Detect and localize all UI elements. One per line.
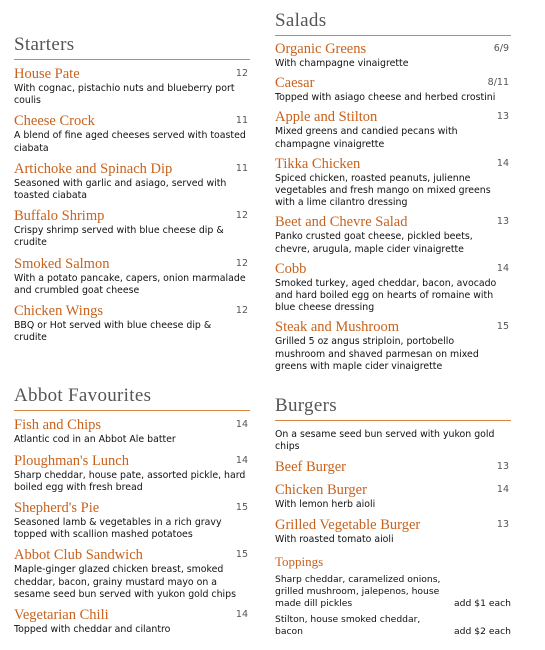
item-description: Grilled 5 oz angus striploin, portobello mushroom and shaved parmesan on mixed greens with maple cider vinaigrette bbox=[275, 336, 479, 372]
menu-item bbox=[14, 208, 250, 249]
item-price: 14 bbox=[496, 484, 509, 496]
item-name: Smoked Salmon bbox=[14, 255, 110, 272]
item-name: Chicken Burger bbox=[275, 482, 367, 499]
menu-item bbox=[275, 517, 511, 546]
menu-item bbox=[275, 482, 511, 511]
item-name: Organic Greens bbox=[275, 41, 367, 57]
item-price: 8/11 bbox=[487, 77, 509, 89]
item-description: Crispy shrimp served with blue cheese dip & crudite bbox=[14, 225, 224, 249]
item-description: Sharp cheddar, house pate, assorted pickle, hard boiled egg with fresh bread bbox=[14, 469, 246, 493]
menu-item bbox=[275, 156, 511, 210]
menu-item bbox=[14, 417, 250, 446]
item-name: Beet and Chevre Salad bbox=[275, 214, 408, 231]
item-description: With roasted tomato aioli bbox=[275, 534, 394, 546]
starters-section bbox=[14, 34, 250, 344]
menu-item bbox=[14, 66, 250, 107]
favourites-section bbox=[14, 385, 250, 636]
item-name: Beef Burger bbox=[275, 459, 346, 476]
item-price: 11 bbox=[235, 115, 248, 127]
menu-item bbox=[275, 214, 511, 255]
menu-item bbox=[275, 261, 511, 315]
topping-price: add $2 each bbox=[454, 626, 511, 638]
menu-item bbox=[14, 607, 250, 636]
item-price: 13 bbox=[496, 111, 509, 123]
item-name: Shepherd's Pie bbox=[14, 500, 100, 517]
item-price: 12 bbox=[235, 305, 248, 317]
item-price: 14 bbox=[496, 157, 509, 169]
salads-title: Salads bbox=[275, 10, 511, 36]
item-description: Panko crusted goat cheese, pickled beets, chevre, arugula, maple cider vinaigrette bbox=[275, 231, 473, 255]
item-price: 12 bbox=[235, 68, 248, 79]
burgers-intro: On a sesame seed bun served with yukon gold chips bbox=[275, 429, 495, 453]
item-name: Vegetarian Chili bbox=[14, 607, 109, 624]
right-column bbox=[275, 10, 511, 638]
item-name: Grilled Vegetable Burger bbox=[275, 517, 421, 534]
item-name: Cheese Crock bbox=[14, 113, 95, 130]
item-name: Abbot Club Sandwich bbox=[14, 547, 143, 564]
item-price: 13 bbox=[496, 519, 509, 531]
item-description: With cognac, pistachio nuts and blueberry port coulis bbox=[14, 83, 235, 107]
item-description: Spiced chicken, roasted peanuts, julienne vegetables and fresh mango on mixed greens with a lime cilantro dressing bbox=[275, 172, 491, 209]
item-description: With a potato pancake, capers, onion marmalade and crumbled goat cheese bbox=[14, 272, 246, 296]
item-price: 6/9 bbox=[493, 43, 509, 54]
left-column bbox=[14, 34, 250, 636]
favourites-title: Abbot Favourites bbox=[14, 385, 250, 411]
topping-text: Sharp cheddar, caramelized onions, grilled mushroom, jalepenos, house made dill pickles bbox=[275, 574, 441, 610]
item-description: With champagne vinaigrette bbox=[275, 58, 409, 69]
item-price: 14 bbox=[235, 454, 248, 466]
item-name: Artichoke and Spinach Dip bbox=[14, 160, 173, 177]
menu-item bbox=[14, 547, 250, 601]
item-description: Topped with cheddar and cilantro bbox=[14, 624, 171, 636]
item-description: Seasoned with garlic and asiago, served with toasted ciabata bbox=[14, 177, 227, 202]
item-price: 14 bbox=[235, 419, 248, 431]
item-name: Cobb bbox=[275, 260, 307, 277]
menu-item bbox=[275, 75, 511, 104]
item-price: 15 bbox=[235, 549, 248, 561]
item-name: Tikka Chicken bbox=[275, 155, 361, 172]
burgers-section bbox=[275, 395, 511, 638]
menu-item bbox=[14, 500, 250, 541]
item-price: 13 bbox=[496, 461, 509, 473]
salads-section bbox=[275, 10, 511, 373]
item-price: 12 bbox=[235, 210, 248, 222]
menu-item bbox=[14, 256, 250, 297]
item-name: House Pate bbox=[14, 66, 80, 82]
topping-row bbox=[275, 574, 511, 610]
menu-item bbox=[14, 453, 250, 494]
topping-row bbox=[275, 614, 511, 638]
item-price: 14 bbox=[235, 609, 248, 621]
item-name: Steak and Mushroom bbox=[275, 319, 400, 336]
item-name: Fish and Chips bbox=[14, 417, 102, 434]
topping-price: add $1 each bbox=[454, 598, 511, 610]
item-description: BBQ or Hot served with blue cheese dip & crudite bbox=[14, 320, 212, 344]
item-description: Topped with asiago cheese and herbed crostini bbox=[275, 92, 496, 104]
menu-item bbox=[14, 113, 250, 154]
item-price: 14 bbox=[496, 262, 509, 274]
toppings-list bbox=[275, 574, 511, 638]
item-price: 13 bbox=[496, 216, 509, 228]
menu-item bbox=[275, 109, 511, 150]
item-price: 15 bbox=[235, 502, 248, 514]
item-description: Smoked turkey, aged cheddar, bacon, avocado and hard boiled egg on hearts of romaine with blue cheese dressing bbox=[275, 277, 497, 314]
item-name: Apple and Stilton bbox=[275, 109, 378, 126]
item-price: 11 bbox=[235, 162, 248, 174]
toppings-title: Toppings bbox=[275, 554, 324, 570]
item-description: Maple-ginger glazed chicken breast, smoked cheddar, bacon, grainy mustard mayo on a sesame seed bun served with yukon gold chips bbox=[14, 564, 236, 600]
item-name: Buffalo Shrimp bbox=[14, 208, 105, 225]
item-price: 12 bbox=[235, 257, 248, 269]
menu-item bbox=[14, 161, 250, 202]
menu-item bbox=[275, 319, 511, 373]
item-name: Caesar bbox=[275, 75, 315, 92]
item-name: Chicken Wings bbox=[14, 303, 103, 320]
item-description: Atlantic cod in an Abbot Ale batter bbox=[14, 434, 176, 446]
menu-item bbox=[275, 459, 511, 476]
item-description: Mixed greens and candied pecans with champagne vinaigrette bbox=[275, 126, 458, 150]
menu-item bbox=[275, 41, 511, 70]
item-name: Ploughman's Lunch bbox=[14, 452, 129, 469]
topping-text: Stilton, house smoked cheddar, bacon bbox=[275, 614, 421, 638]
item-description: A blend of fine aged cheeses served with toasted ciabata bbox=[14, 130, 246, 154]
starters-title: Starters bbox=[14, 34, 250, 60]
burgers-title: Burgers bbox=[275, 395, 511, 421]
menu-item bbox=[14, 303, 250, 344]
item-description: Seasoned lamb & vegetables in a rich gravy topped with scallion mashed potatoes bbox=[14, 517, 222, 541]
item-description: With lemon herb aioli bbox=[275, 499, 376, 511]
item-price: 15 bbox=[496, 321, 509, 333]
